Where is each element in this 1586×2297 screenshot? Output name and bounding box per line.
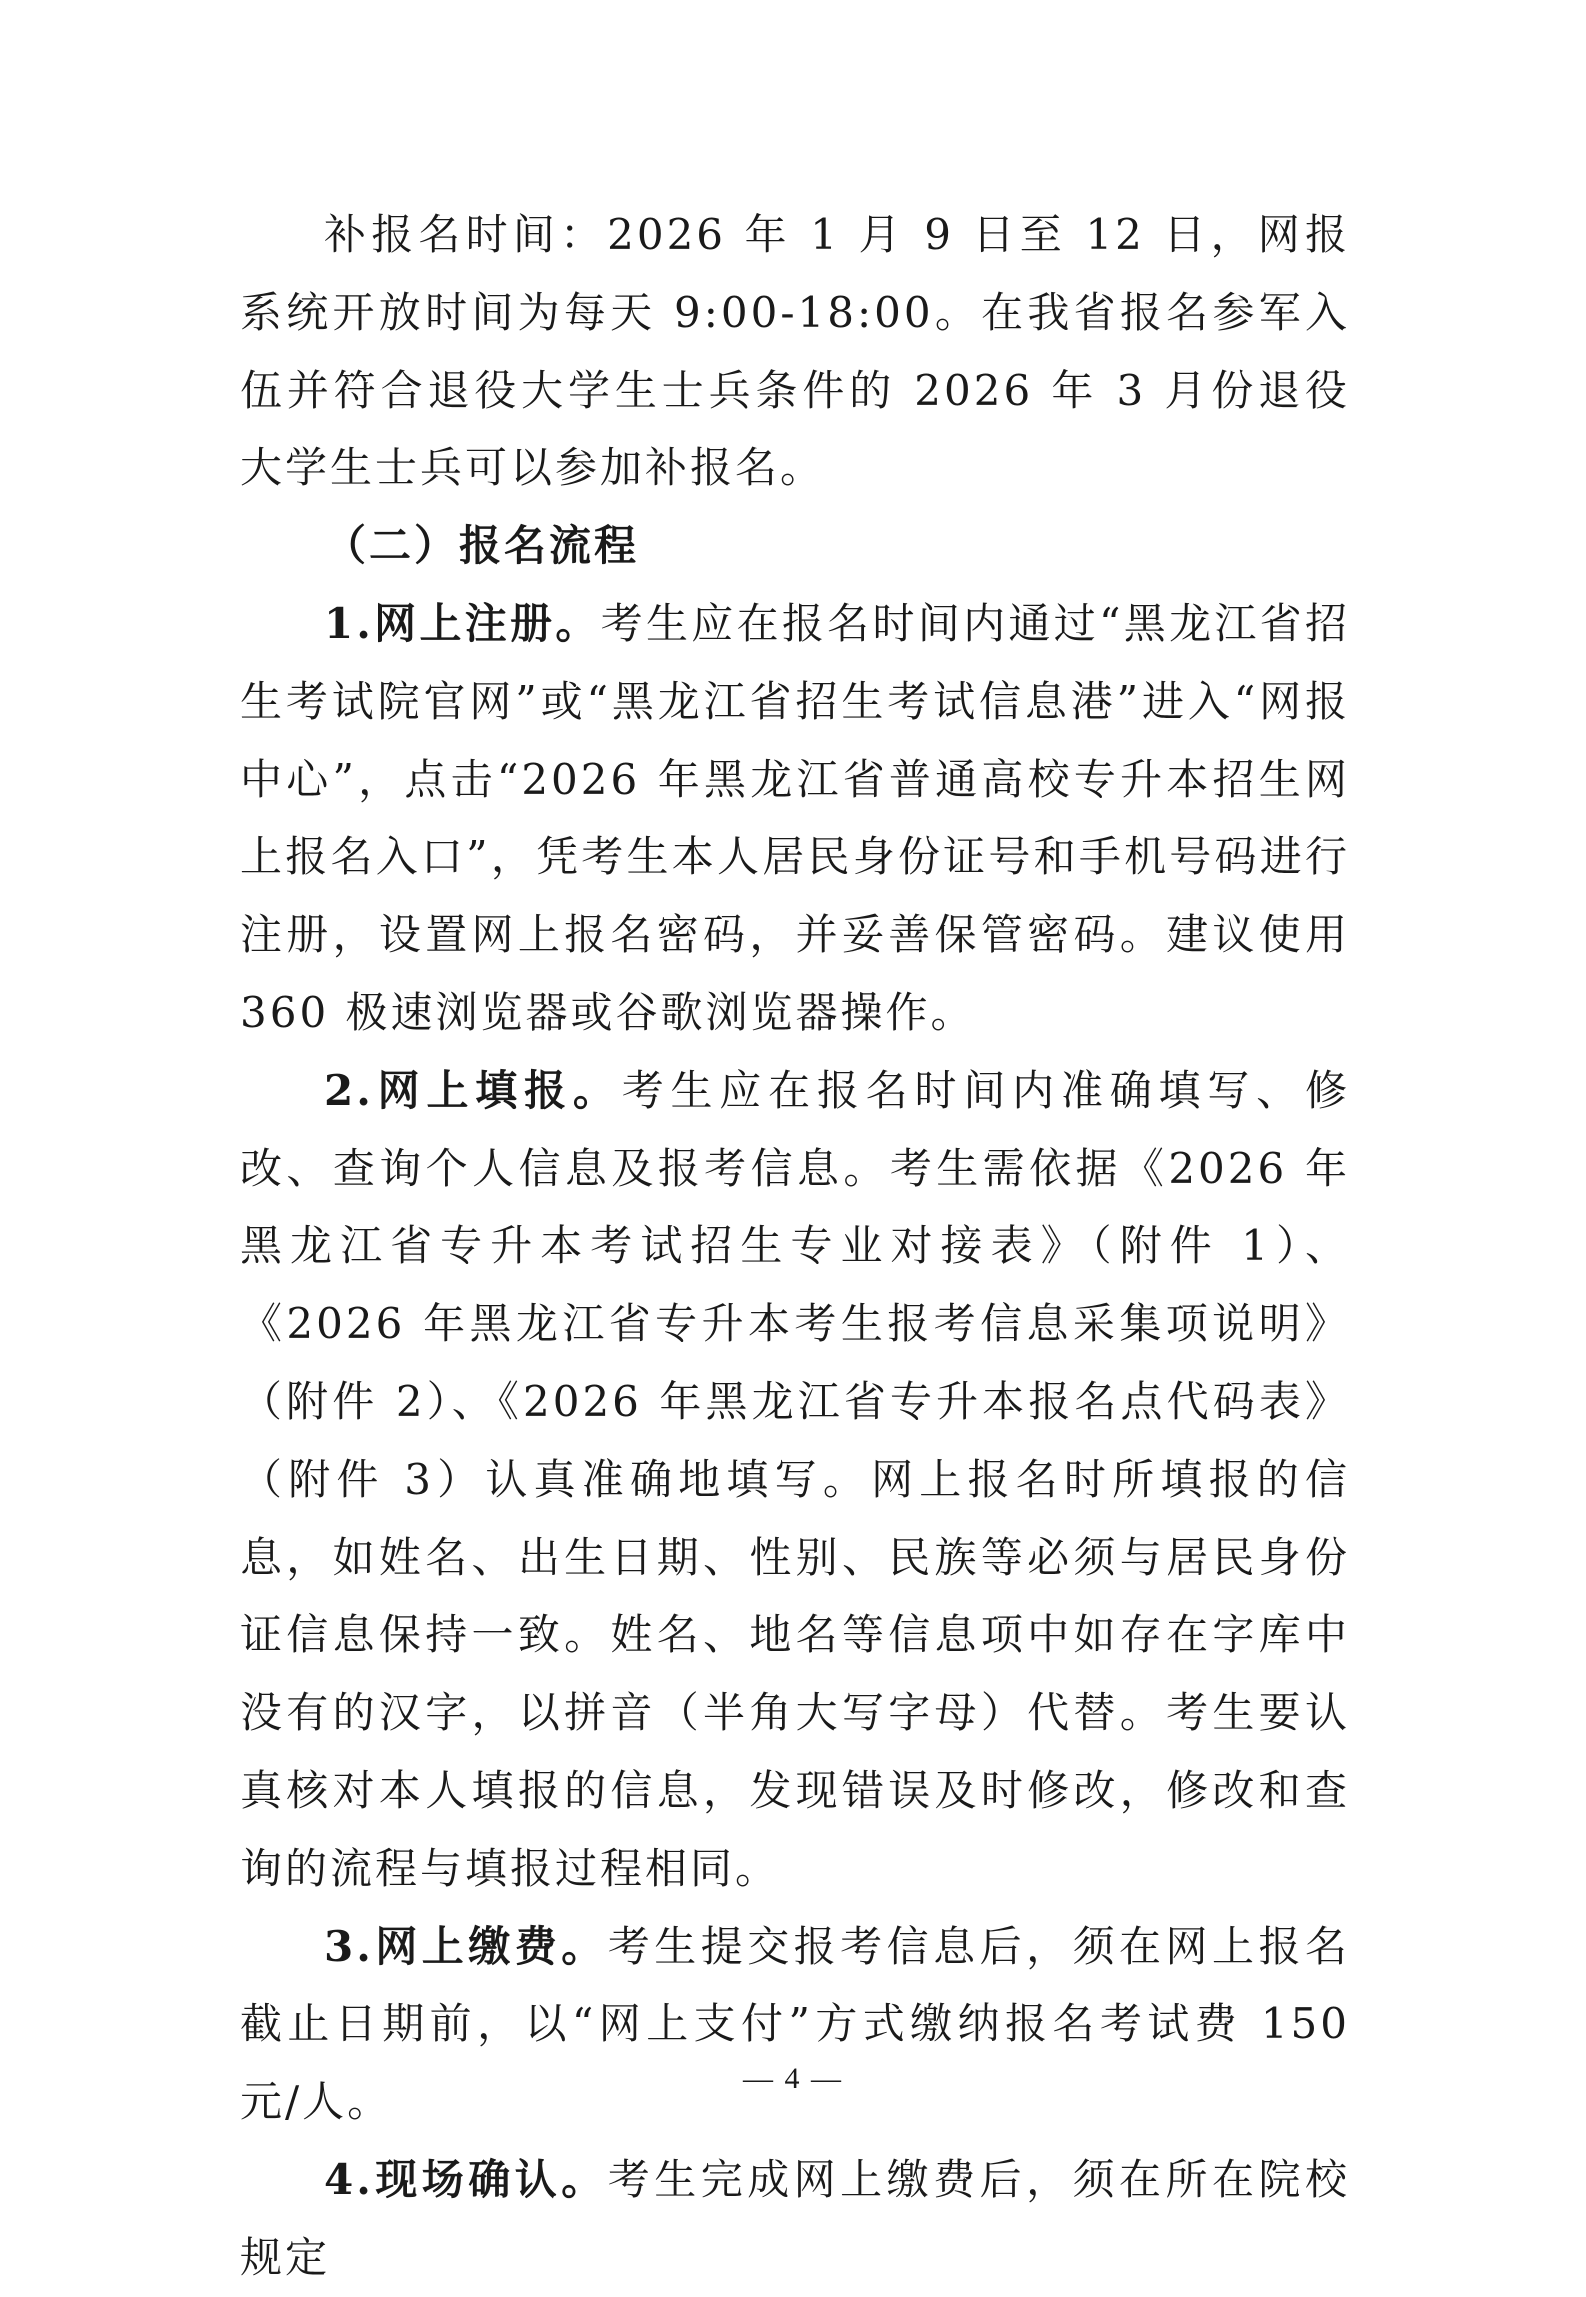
step-lead: 3.网上缴费。 bbox=[324, 1921, 608, 1971]
step-lead: 4.现场确认。 bbox=[324, 2154, 608, 2204]
step-online-registration bbox=[240, 585, 1350, 1052]
page-number: — 4 — bbox=[743, 2062, 843, 2095]
step-lead: 2.网上填报。 bbox=[324, 1065, 622, 1115]
paragraph-supplementary-registration bbox=[240, 196, 1350, 507]
paragraph-text: 补报名时间：2026 年 1 月 9 日至 12 日，网报系统开放时间为每天 9:00-18:00。在我省报名参军入伍并符合退役大学生士兵条件的 2026 年 3 月份退役大学生士兵可以参加补报名。 bbox=[240, 210, 1350, 493]
step-online-payment bbox=[240, 1908, 1350, 2141]
step-text: 考生完成网上缴费后，须在所在院校规定 bbox=[240, 2154, 1350, 2282]
step-onsite-confirmation bbox=[240, 2141, 1350, 2297]
section-heading: （二）报名流程 bbox=[324, 521, 640, 571]
step-text: 考生提交报考信息后，须在网上报名截止日期前，以“网上支付”方式缴纳报名考试费 150 元/人。 bbox=[240, 1921, 1350, 2127]
step-text: 考生应在报名时间内通过“黑龙江省招生考试院官网”或“黑龙江省招生考试信息港”进入“网报中心”，点击“2026 年黑龙江省普通高校专升本招生网上报名入口”，凭考生本人居民身份证号和手机号码进行注册，设置网上报名密码，并妥善保管密码。建议使用 360 极速浏览器或谷歌浏览器操作。 bbox=[240, 598, 1350, 1037]
step-lead: 1.网上注册。 bbox=[324, 598, 601, 648]
step-online-filling bbox=[240, 1052, 1350, 1908]
document-body bbox=[240, 196, 1350, 2297]
step-text: 考生应在报名时间内准确填写、修改、查询个人信息及报考信息。考生需依据《2026 年黑龙江省专升本考试招生专业对接表》（附件 1）、《2026 年黑龙江省专升本考生报考信息采集项说明》（附件 2）、《2026 年黑龙江省专升本报名点代码表》（附件 3）认真准确地填写。网上报名时所填报的信息，如姓名、出生日期、性别、民族等必须与居民身份证信息保持一致。姓名、地名等信息项中如存在字库中没有的汉字，以拼音（半角大写字母）代替。考生要认真核对本人填报的信息，发现错误及时修改，修改和查询的流程与填报过程相同。 bbox=[240, 1065, 1350, 1893]
